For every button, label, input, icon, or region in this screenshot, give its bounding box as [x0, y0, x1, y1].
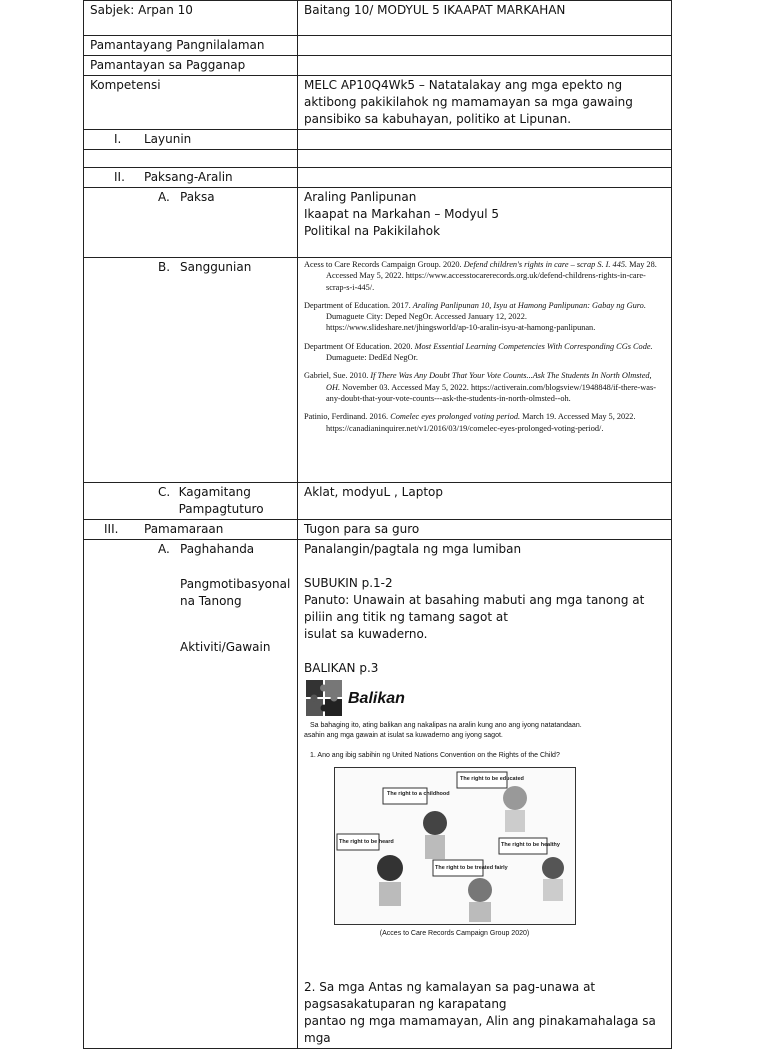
preparation-row	[84, 540, 672, 1049]
procedure-row	[84, 520, 672, 540]
subject-text: Sabjek: Arpan 10	[90, 3, 193, 17]
content-standard-row	[84, 36, 672, 56]
subject-matter-row	[84, 168, 672, 188]
reference-entry: Department of Education. 2017. Araling Panlipunan 10, Isyu at Hamong Panlipunan: Gabay ng Guro. Dumaguete City: Deped NegOr. Accessed January 12, 2022. https://www.slideshare.net/jhingsworld/ap-10-aralin-isyu-at-hamong-panlipunan.	[304, 300, 646, 333]
topic-line: Araling Panlipunan	[304, 190, 417, 204]
child-figure	[383, 788, 450, 859]
lesson-plan-table	[83, 0, 672, 1049]
reference-entry: Gabriel, Sue. 2010. If There Was Any Doubt That Your Vote Counts...Ask The Students In North Olmsted, OH. November 03. Accessed May 5, 2022. https://activerain.com/blogsview/1948848/if-there-was-any-doubt-that-your-vote-counts---ask-the-students-in-north-olmsted--oh.	[304, 371, 656, 403]
procedure-text: Tugon para sa guro	[304, 522, 420, 536]
prayer-text: Panalangin/pagtala ng mga lumiban	[304, 542, 522, 556]
balikan-title: Balikan	[348, 689, 405, 707]
topic-line: Politikal na Pakikilahok	[304, 224, 441, 238]
sign-text: The right to be educated	[460, 776, 524, 782]
competency-row	[84, 76, 672, 130]
materials-label: Kagamitang	[178, 485, 251, 499]
references-label: Sanggunian	[180, 260, 252, 274]
question-1: 1. Ano ang ibig sabihin ng United Nations Convention on the Rights of the Child?	[310, 752, 560, 759]
procedure-number: III.	[104, 522, 119, 536]
balikan-banner	[304, 681, 665, 715]
subukin-heading: SUBUKIN p.1-2	[304, 576, 393, 590]
references-list	[298, 258, 672, 483]
topic-label: Paksa	[180, 190, 215, 204]
child-figure	[457, 772, 527, 832]
grade-module-cell	[298, 1, 672, 36]
objectives-row	[84, 130, 672, 150]
sign-text: The right to be heard	[339, 839, 394, 845]
materials-label: Pampagtuturo	[178, 502, 264, 516]
balikan-reference: BALIKAN p.3	[304, 661, 379, 675]
topic-row	[84, 188, 672, 258]
illustration-caption: (Acces to Care Records Campaign Group 2020)	[379, 930, 530, 937]
preparation-label: Paghahanda	[180, 542, 255, 556]
objectives-label: Layunin	[144, 132, 192, 146]
topic-letter: A.	[158, 190, 170, 204]
sign-text: The right to be treated fairly	[435, 865, 508, 871]
question-2: 2. Sa mga Antas ng kamalayan sa pag-unawa at pagsasakatuparan ng karapatang pantao ng mga mamamayan, Alin ang pinakamahalaga sa mga	[304, 980, 656, 1045]
reference-entry: Acess to Care Records Campaign Group. 2020. Defend children's rights in care – scrap S. I. 445. May 28. Accessed May 5, 2022. https://www.accesstocarerecords.org.uk/defend-childrens-rights-in-care-scrap-s-i-445/.	[304, 260, 657, 292]
balikan-intro: Sa bahaging ito, ating balikan ang nakalipas na aralin kung ano ang iyong natatandaan. asahin ang mga gawain at isulat sa kuwaderno ang iyong sagot. 1. Ano ang ibig sabihin ng United Nations Convention on the Rights of the Child?	[304, 721, 665, 761]
blank-row	[84, 150, 672, 168]
references-letter: B.	[158, 260, 171, 274]
sign-text: The right to a childhood	[387, 791, 450, 797]
subject-cell	[84, 1, 298, 36]
content-standard-value	[298, 36, 672, 56]
panuto-text-2: isulat sa kuwaderno.	[304, 627, 428, 641]
materials-text: Aklat, modyuL , Laptop	[304, 485, 443, 499]
performance-standard-value	[298, 56, 672, 76]
childrens-rights-illustration	[334, 767, 576, 925]
content-standard-label: Pamantayang Pangnilalaman	[90, 38, 265, 52]
motivation-label: Pangmotibasyonal na Tanong	[180, 577, 291, 608]
materials-row	[84, 483, 672, 520]
procedure-content	[298, 540, 672, 1049]
header-row	[84, 1, 672, 36]
activity-label: Aktiviti/Gawain	[180, 640, 271, 654]
panuto-text: Panuto: Unawain at basahing mabuti ang mga tanong at piliin ang titik ng tamang sagot at	[304, 593, 645, 624]
puzzle-icon	[304, 678, 344, 718]
child-figure	[337, 834, 403, 906]
procedure-label: Pamamaraan	[144, 522, 224, 536]
grade-module-text: Baitang 10/ MODYUL 5 IKAAPAT MARKAHAN	[304, 3, 566, 17]
subject-matter-number: II.	[114, 170, 125, 184]
preparation-letter: A.	[158, 542, 170, 556]
sign-text: The right to be healthy	[501, 842, 560, 848]
materials-letter: C.	[158, 485, 171, 499]
competency-text: MELC AP10Q4Wk5 – Natatalakay ang mga epekto ng aktibong pakikilahok ng mamamayan sa mga gawaing pansibiko sa kabuhayan, politiko at Lipunan.	[304, 78, 633, 126]
child-figure	[499, 838, 564, 901]
topic-line: Ikaapat na Markahan – Modyul 5	[304, 207, 499, 221]
performance-standard-label: Pamantayan sa Pagganap	[90, 58, 246, 72]
performance-standard-row	[84, 56, 672, 76]
reference-entry: Department Of Education. 2020. Most Essential Learning Competencies With Corresponding CGs Code. Dumaguete: DedEd NegOr.	[304, 341, 653, 363]
child-figure	[433, 860, 509, 922]
reference-entry: Patinio, Ferdinand. 2016. Comelec eyes prolonged voting period. March 19. Accessed May 5, 2022. https://canadianinquirer.net/v1/2016/03/19/comelec-eyes-prolonged-voting-period/.	[304, 412, 636, 433]
competency-label: Kompetensi	[90, 78, 161, 92]
subject-matter-label: Paksang-Aralin	[144, 170, 233, 184]
objectives-number: I.	[114, 132, 122, 146]
references-row	[84, 258, 672, 483]
